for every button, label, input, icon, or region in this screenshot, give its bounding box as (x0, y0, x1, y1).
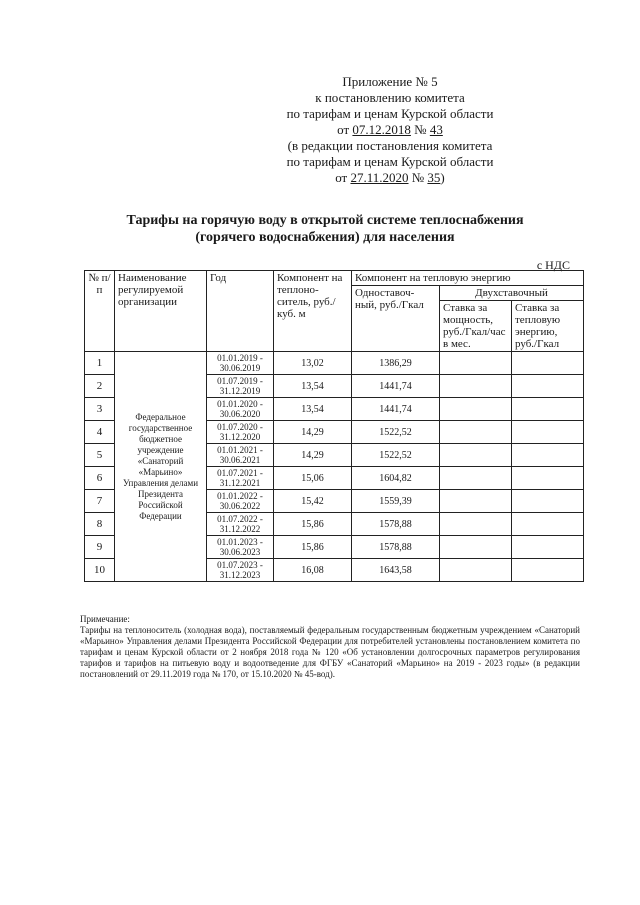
row-power-rate (440, 444, 512, 467)
row-energy-rate (512, 559, 584, 582)
row-num: 1 (85, 352, 115, 375)
row-single: 1578,88 (352, 536, 440, 559)
vat-label: с НДС (536, 258, 570, 272)
row-single: 1604,82 (352, 467, 440, 490)
row-period: 01.01.2023 - 30.06.2023 (207, 536, 274, 559)
title-line: Тарифы на горячую воду в открытой системе теплоснабжения (126, 213, 524, 228)
row-period: 01.07.2022 - 31.12.2022 (207, 513, 274, 536)
row-power-rate (440, 352, 512, 375)
row-period: 01.07.2021 - 31.12.2021 (207, 467, 274, 490)
row-carrier: 13,54 (274, 398, 352, 421)
note-text: Тарифы на теплоноситель (холодная вода), поставляемый федеральным государственным бюджетным учреждением «Санаторий «Марьино» Управления делами Президента Российской Федерации для потребителей установлены постановлением комитета по тарифам и ценам Курской области от 2 ноября 2018 года № 120 «Об установлении долгосрочных параметров регулирования тарифов и тарифов на питьевую воду и водоотведение для ФГБУ «Санаторий «Марьино» на 2019 - 2023 годы» (в редакции постановлений от 29.11.2019 года № 170, от 15.10.2020 № 45-вод). (80, 625, 580, 679)
row-single: 1441,74 (352, 375, 440, 398)
row-power-rate (440, 375, 512, 398)
row-carrier: 16,08 (274, 559, 352, 582)
row-energy-rate (512, 513, 584, 536)
note-block (80, 614, 580, 680)
appendix-text: № (410, 122, 430, 137)
revision-number: 35 (427, 170, 441, 185)
row-num: 10 (85, 559, 115, 582)
row-energy-rate (512, 421, 584, 444)
row-carrier: 14,29 (274, 444, 352, 467)
tariff-table (84, 270, 584, 582)
appendix-line: (в редакции постановления комитета (287, 138, 493, 153)
row-carrier: 15,86 (274, 513, 352, 536)
appendix-text: от (335, 170, 351, 185)
row-num: 4 (85, 421, 115, 444)
resolution-date: 07.12.2018 (352, 122, 411, 137)
row-num: 7 (85, 490, 115, 513)
row-period: 01.07.2019 - 31.12.2019 (207, 375, 274, 398)
row-period: 01.01.2020 - 30.06.2020 (207, 398, 274, 421)
header-energy: Компонент на тепловую энергию (352, 271, 584, 286)
row-power-rate (440, 490, 512, 513)
row-num: 8 (85, 513, 115, 536)
header-double: Двухставочный (440, 286, 584, 301)
row-single: 1441,74 (352, 398, 440, 421)
row-period: 01.01.2021 - 30.06.2021 (207, 444, 274, 467)
row-carrier: 13,54 (274, 375, 352, 398)
row-num: 6 (85, 467, 115, 490)
appendix-block (260, 74, 520, 186)
row-energy-rate (512, 444, 584, 467)
row-carrier: 15,06 (274, 467, 352, 490)
header-single: Одноставоч-ный, руб./Гкал (352, 286, 440, 352)
organization-name: Федеральное государственное бюджетное учреждение «Санаторий «Марьино» Управления делами Президента Российской Федерации (115, 352, 207, 582)
header-power-rate: Ставка за мощность, руб./Гкал/час в мес. (440, 301, 512, 352)
resolution-number: 43 (429, 122, 443, 137)
row-power-rate (440, 467, 512, 490)
appendix-text: ) (440, 170, 445, 185)
row-energy-rate (512, 467, 584, 490)
row-power-rate (440, 536, 512, 559)
row-num: 5 (85, 444, 115, 467)
appendix-line: по тарифам и ценам Курской области (286, 106, 494, 121)
row-single: 1643,58 (352, 559, 440, 582)
row-energy-rate (512, 398, 584, 421)
row-single: 1522,52 (352, 421, 440, 444)
row-power-rate (440, 398, 512, 421)
row-num: 3 (85, 398, 115, 421)
header-year: Год (207, 271, 274, 352)
appendix-line: Приложение № 5 (342, 74, 438, 89)
row-power-rate (440, 421, 512, 444)
row-single: 1522,52 (352, 444, 440, 467)
row-energy-rate (512, 352, 584, 375)
document-title (90, 212, 560, 246)
row-period: 01.01.2019 - 30.06.2019 (207, 352, 274, 375)
row-single: 1559,39 (352, 490, 440, 513)
header-carrier: Компонент на теплоно-ситель, руб./куб. м (274, 271, 352, 352)
header-org: Наименование регулируемой организации (115, 271, 207, 352)
appendix-text: № (408, 170, 428, 185)
table-row (85, 352, 584, 375)
revision-date: 27.11.2020 (350, 170, 409, 185)
row-period: 01.01.2022 - 30.06.2022 (207, 490, 274, 513)
appendix-line (260, 170, 520, 186)
row-num: 9 (85, 536, 115, 559)
note-heading: Примечание: (80, 614, 130, 624)
row-period: 01.07.2023 - 31.12.2023 (207, 559, 274, 582)
row-num: 2 (85, 375, 115, 398)
row-carrier: 15,86 (274, 536, 352, 559)
appendix-line (260, 122, 520, 138)
row-single: 1386,29 (352, 352, 440, 375)
row-carrier: 14,29 (274, 421, 352, 444)
row-energy-rate (512, 536, 584, 559)
row-energy-rate (512, 375, 584, 398)
header-energy-rate: Ставка за тепловую энергию, руб./Гкал (512, 301, 584, 352)
title-line: (горячего водоснабжения) для населения (195, 230, 455, 245)
appendix-line: по тарифам и ценам Курской области (286, 154, 494, 169)
row-period: 01.07.2020 - 31.12.2020 (207, 421, 274, 444)
row-power-rate (440, 559, 512, 582)
row-carrier: 13,02 (274, 352, 352, 375)
row-energy-rate (512, 490, 584, 513)
appendix-text: от (337, 122, 353, 137)
row-power-rate (440, 513, 512, 536)
header-num: № п/п (85, 271, 115, 352)
row-single: 1578,88 (352, 513, 440, 536)
appendix-line: к постановлению комитета (315, 90, 465, 105)
row-carrier: 15,42 (274, 490, 352, 513)
